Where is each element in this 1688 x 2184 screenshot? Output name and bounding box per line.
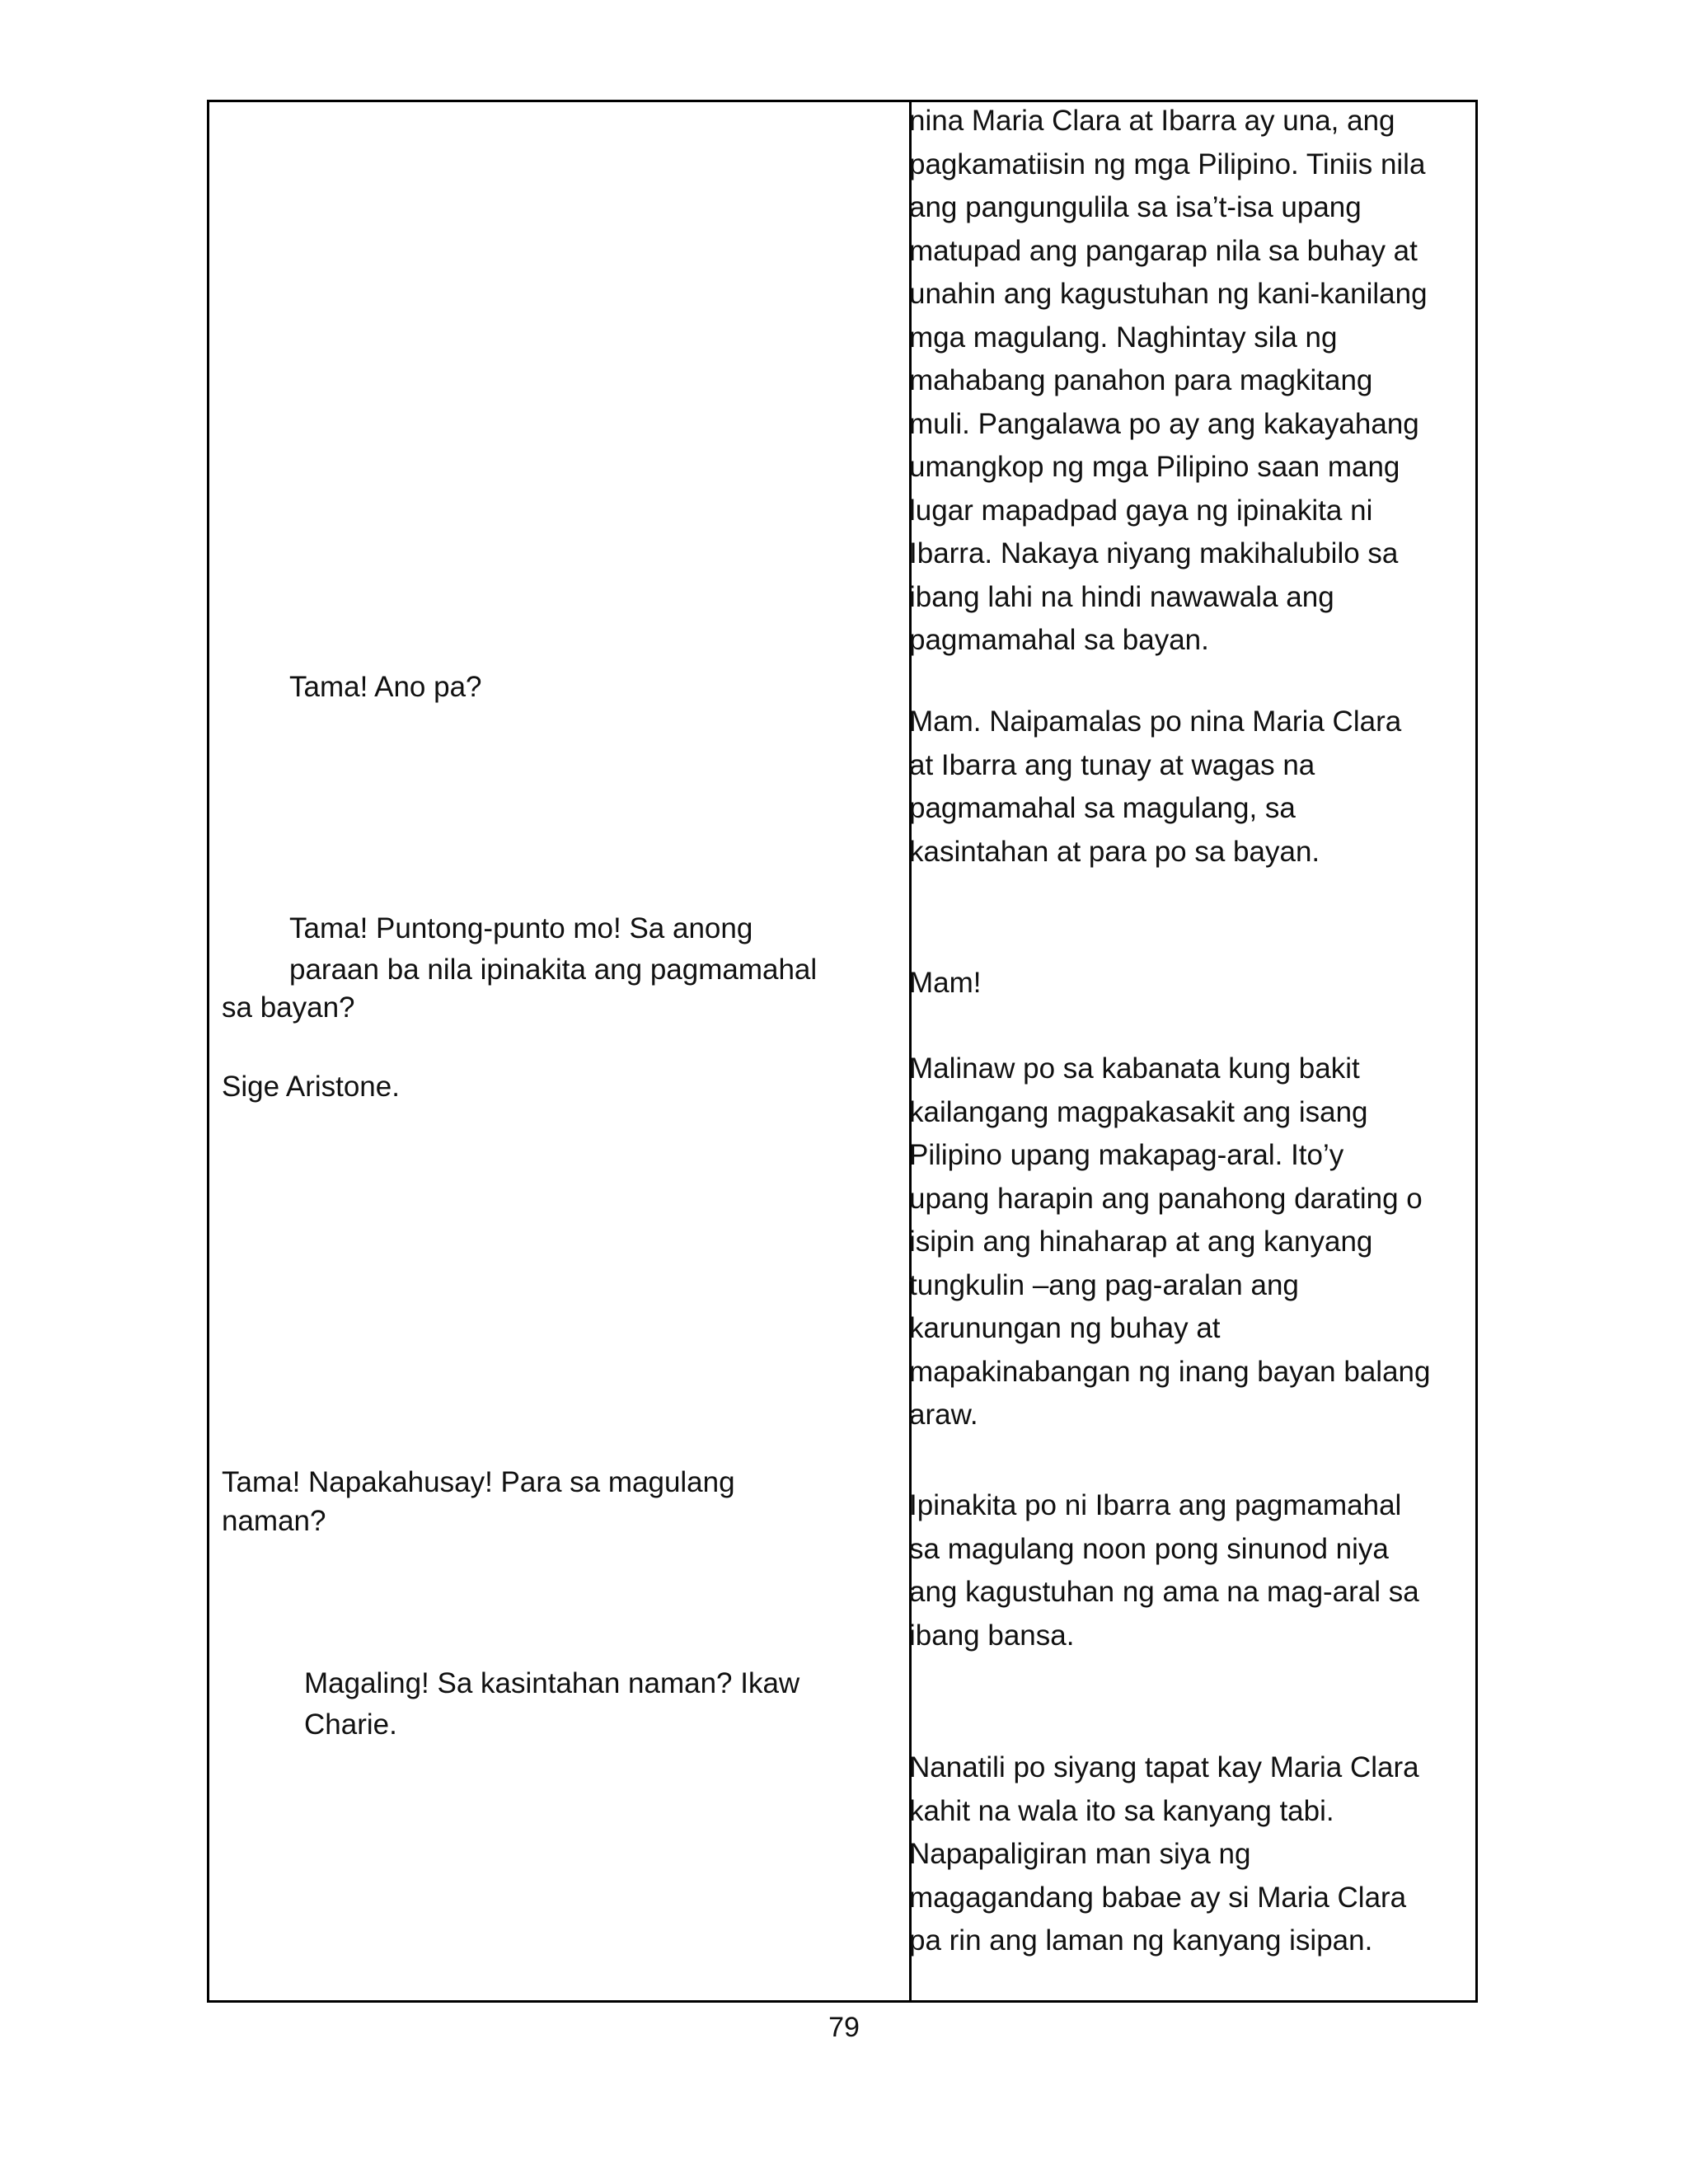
student-response-4: Malinaw po sa kabanata kung bakit kailangang magpakasakit ang isang Pilipino upang makapag-aral. Ito’y upang harapin ang panahong darating o isipin ang hinaharap at ang kanyang tungkulin –ang pag-aralan ang karunungan ng buhay at mapakinabangan ng inang bayan balang araw. (909, 1052, 1431, 1431)
teacher-prompt-4: Tama! Napakahusay! Para sa magulang naman? (222, 1466, 735, 1537)
teacher-prompt-5: Magaling! Sa kasintahan naman? Ikaw Charie. (304, 1667, 800, 1741)
teacher-prompt-2-end: sa bayan? (222, 991, 355, 1024)
student-response-3: Mam! (909, 967, 982, 999)
teacher-prompt-1: Tama! Ano pa? (289, 671, 482, 703)
student-response-5: Ipinakita po ni Ibarra ang pagmamahal sa magulang noon pong sinunod niya ang kagustuhan ng ama na mag-aral sa ibang bansa. (909, 1489, 1419, 1652)
page-number: 79 (828, 2012, 860, 2043)
teacher-prompt-2: Tama! Puntong-punto mo! Sa anong paraan ba nila ipinakita ang pagmamahal (289, 912, 818, 986)
student-response-1: nina Maria Clara at Ibarra ay una, ang pagkamatiisin ng mga Pilipino. Tiniis nila ang pangungulila sa isa’t-isa upang matupad ang pangarap nila sa buhay at unahin ang kagustuhan ng kani-kanilang mga magulang. Naghintay sila ng mahabang panahon para magkitang muli. Pangalawa po ay ang kakayahang umangkop ng mga Pilipino saan mang lugar mapadpad gaya ng ipinakita ni Ibarra. Nakaya niyang makihalubilo sa ibang lahi na hindi nawawala ang pagmamahal sa bayan. (909, 105, 1428, 656)
student-response-2: Mam. Naipamalas po nina Maria Clara at Ibarra ang tunay at wagas na pagmamahal sa magulang, sa kasintahan at para po sa bayan. (909, 705, 1402, 868)
student-response-6: Nanatili po siyang tapat kay Maria Clara kahit na wala ito sa kanyang tabi. Napapaligiran man siya ng magagandang babae ay si Maria Clara pa rin ang laman ng kanyang isipan. (909, 1751, 1419, 1957)
teacher-prompt-3: Sige Aristone. (222, 1071, 400, 1103)
